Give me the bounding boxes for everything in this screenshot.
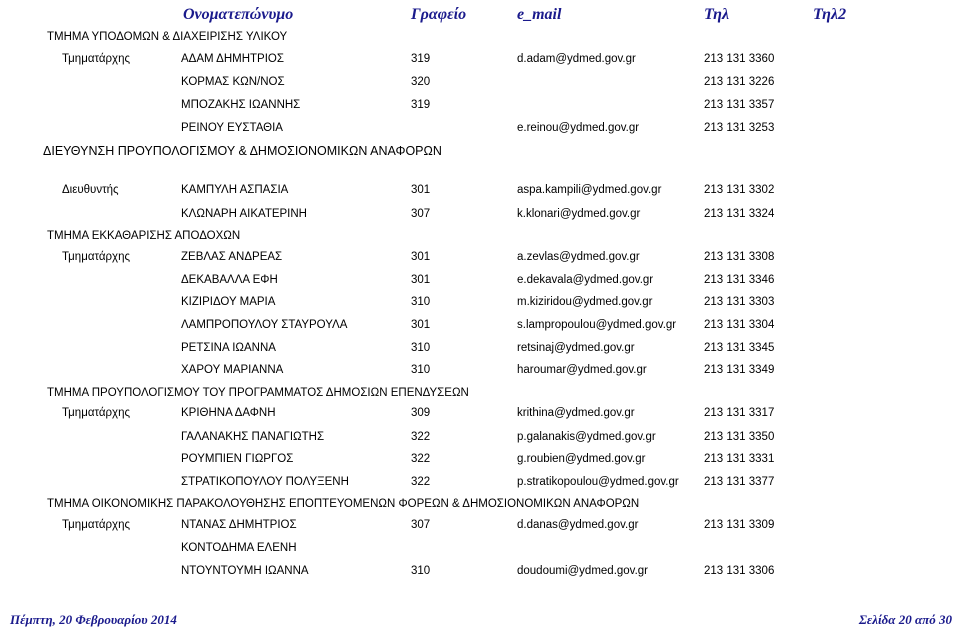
name: ΝΤΟΥΝΤΟΥΜΗ ΙΩΑΝΝΑ <box>181 565 309 577</box>
name: ΚΙΖΙΡΙΔΟΥ ΜΑΡΙΑ <box>181 296 276 308</box>
email: s.lampropoulou@ydmed.gov.gr <box>517 319 677 331</box>
email: k.klonari@ydmed.gov.gr <box>517 208 641 220</box>
email: e.dekavala@ydmed.gov.gr <box>517 274 654 286</box>
name: ΡΕΤΣΙΝΑ ΙΩΑΝΝΑ <box>181 342 276 354</box>
email: p.stratikopoulou@ydmed.gov.gr <box>517 476 679 488</box>
tel: 213 131 3360 <box>704 53 775 65</box>
office: 322 <box>411 453 431 465</box>
tel: 213 131 3377 <box>704 476 775 488</box>
name: ΚΛΩΝΑΡΗ ΑΙΚΑΤΕΡΙΝΗ <box>181 208 307 220</box>
office: 301 <box>411 184 431 196</box>
office: 310 <box>411 364 431 376</box>
column-header-office: Γραφείο <box>411 6 467 23</box>
office: 320 <box>411 76 431 88</box>
tel: 213 131 3324 <box>704 208 775 220</box>
section-title: ΤΜΗΜΑ ΕΚΚΑΘΑΡΙΣΗΣ ΑΠΟΔΟΧΩΝ <box>47 230 241 242</box>
column-header-tel2: Τηλ2 <box>813 6 847 23</box>
role: Τμηματάρχης <box>62 519 131 531</box>
email: m.kiziridou@ydmed.gov.gr <box>517 296 653 308</box>
office: 301 <box>411 319 431 331</box>
tel: 213 131 3306 <box>704 565 775 577</box>
tel: 213 131 3349 <box>704 364 775 376</box>
email: e.reinou@ydmed.gov.gr <box>517 122 640 134</box>
tel: 213 131 3350 <box>704 431 775 443</box>
email: g.roubien@ydmed.gov.gr <box>517 453 646 465</box>
name: ΧΑΡΟΥ ΜΑΡΙΑΝΝΑ <box>181 364 284 376</box>
tel: 213 131 3345 <box>704 342 775 354</box>
office: 307 <box>411 519 431 531</box>
email: doudoumi@ydmed.gov.gr <box>517 565 649 577</box>
column-header-name: Ονοματεπώνυμο <box>183 6 294 23</box>
name: ΜΠΟΖΑΚΗΣ ΙΩΑΝΝΗΣ <box>181 99 301 111</box>
name: ΑΔΑΜ ΔΗΜΗΤΡΙΟΣ <box>181 53 284 65</box>
office: 301 <box>411 251 431 263</box>
office: 301 <box>411 274 431 286</box>
footer-date: Πέμπτη, 20 Φεβρουαρίου 2014 <box>10 612 177 627</box>
tel: 213 131 3302 <box>704 184 775 196</box>
section-title: ΤΜΗΜΑ ΠΡΟΥΠΟΛΟΓΙΣΜΟΥ ΤΟΥ ΠΡΟΓΡΑΜΜΑΤΟΣ ΔΗΜΟΣΙΩΝ ΕΠΕΝΔΥΣΕΩΝ <box>47 387 469 399</box>
tel: 213 131 3304 <box>704 319 775 331</box>
office: 322 <box>411 476 431 488</box>
name: ΚΟΡΜΑΣ ΚΩΝ/ΝΟΣ <box>181 76 285 88</box>
office: 319 <box>411 99 431 111</box>
name: ΖΕΒΛΑΣ ΑΝΔΡΕΑΣ <box>181 251 283 263</box>
tel: 213 131 3226 <box>704 76 775 88</box>
name: ΛΑΜΠΡΟΠΟΥΛΟΥ ΣΤΑΥΡΟΥΛΑ <box>181 319 348 331</box>
role: Διευθυντής <box>62 184 119 196</box>
name: ΝΤΑΝΑΣ ΔΗΜΗΤΡΙΟΣ <box>181 519 297 531</box>
office: 309 <box>411 407 431 419</box>
role: Τμηματάρχης <box>62 251 131 263</box>
name: ΣΤΡΑΤΙΚΟΠΟΥΛΟΥ ΠΟΛΥΞΕΝΗ <box>181 476 349 488</box>
office: 307 <box>411 208 431 220</box>
office: 319 <box>411 53 431 65</box>
email: a.zevlas@ydmed.gov.gr <box>517 251 640 263</box>
role: Τμηματάρχης <box>62 407 131 419</box>
name: ΡΕΙΝΟΥ ΕΥΣΤΑΘΙΑ <box>181 122 283 134</box>
section-title: ΔΙΕΥΘΥΝΣΗ ΠΡΟΥΠΟΛΟΓΙΣΜΟΥ & ΔΗΜΟΣΙΟΝΟΜΙΚΩΝ ΑΝΑΦΟΡΩΝ <box>43 144 442 158</box>
tel: 213 131 3253 <box>704 122 775 134</box>
email: d.danas@ydmed.gov.gr <box>517 519 639 531</box>
office: 310 <box>411 565 431 577</box>
tel: 213 131 3308 <box>704 251 775 263</box>
name: ΔΕΚΑΒΑΛΛΑ ΕΦΗ <box>181 274 278 286</box>
tel: 213 131 3303 <box>704 296 775 308</box>
tel: 213 131 3317 <box>704 407 775 419</box>
tel: 213 131 3346 <box>704 274 775 286</box>
name: ΓΑΛΑΝΑΚΗΣ ΠΑΝΑΓΙΩΤΗΣ <box>181 431 325 443</box>
role: Τμηματάρχης <box>62 53 131 65</box>
office: 310 <box>411 342 431 354</box>
email: krithina@ydmed.gov.gr <box>517 407 635 419</box>
office: 322 <box>411 431 431 443</box>
section-title: ΤΜΗΜΑ ΟΙΚΟΝΟΜΙΚΗΣ ΠΑΡΑΚΟΛΟΥΘΗΣΗΣ ΕΠΟΠΤΕΥΟΜΕΝΩΝ ΦΟΡΕΩΝ & ΔΗΜΟΣΙΟΝΟΜΙΚΩΝ ΑΝΑΦΟΡΩΝ <box>47 498 640 510</box>
column-header-tel: Τηλ <box>704 6 730 23</box>
email: aspa.kampili@ydmed.gov.gr <box>517 184 662 196</box>
name: ΚΑΜΠΥΛΗ ΑΣΠΑΣΙΑ <box>181 184 289 196</box>
name: ΡΟΥΜΠΙΕΝ ΓΙΩΡΓΟΣ <box>181 453 294 465</box>
email: p.galanakis@ydmed.gov.gr <box>517 431 656 443</box>
name: ΚΟΝΤΟΔΗΜΑ ΕΛΕΝΗ <box>181 542 297 554</box>
column-header-email: e_mail <box>517 6 562 23</box>
office: 310 <box>411 296 431 308</box>
tel: 213 131 3331 <box>704 453 775 465</box>
footer-page-number: Σελίδα 20 από 30 <box>858 612 952 627</box>
email: d.adam@ydmed.gov.gr <box>517 53 636 65</box>
tel: 213 131 3309 <box>704 519 775 531</box>
name: ΚΡΙΘΗΝΑ ΔΑΦΝΗ <box>181 407 276 419</box>
tel: 213 131 3357 <box>704 99 775 111</box>
email: haroumar@ydmed.gov.gr <box>517 364 647 376</box>
section-title: ΤΜΗΜΑ ΥΠΟΔΟΜΩΝ & ΔΙΑΧΕΙΡΙΣΗΣ ΥΛΙΚΟΥ <box>47 31 288 43</box>
email: retsinaj@ydmed.gov.gr <box>517 342 635 354</box>
